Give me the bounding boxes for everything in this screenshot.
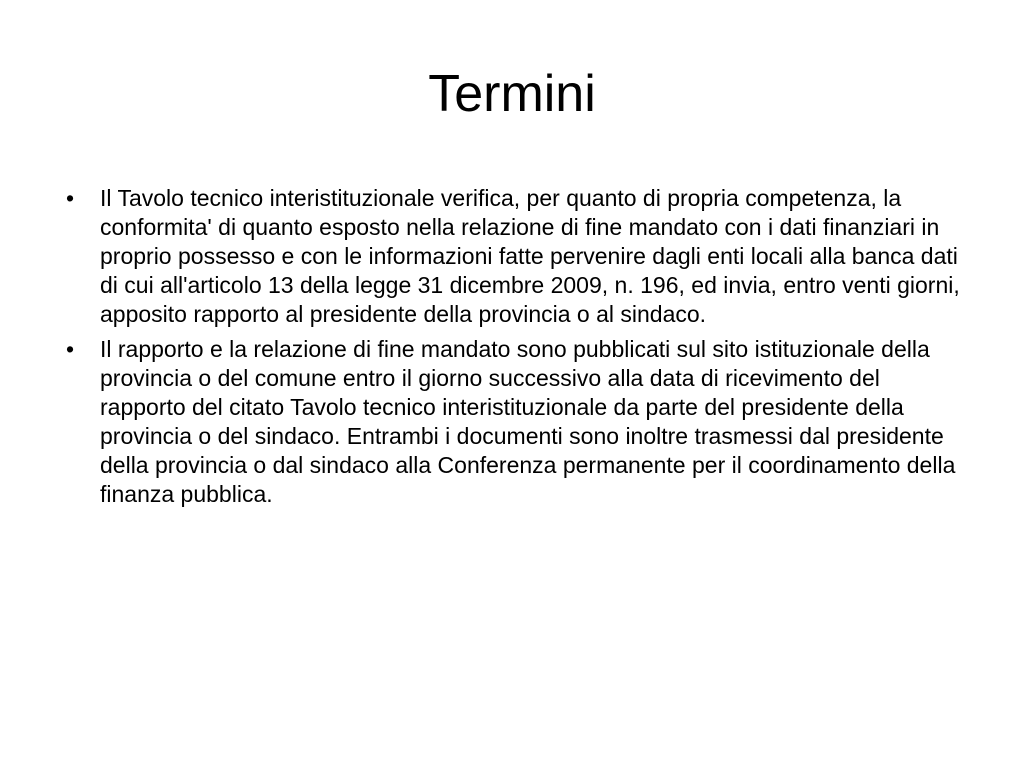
bullet-list xyxy=(60,184,970,515)
slide-title: Termini xyxy=(428,65,596,123)
bullet-text: Il Tavolo tecnico interistituzionale verifica, per quanto di propria competenza, la conformita' di quanto esposto nella relazione di fine mandato con i dati finanziari in proprio possesso e con le informazioni fatte pervenire dagli enti locali alla banca dati di cui all'articolo 13 della legge 31 dicembre 2009, n. 196, ed invia, entro venti giorni, apposito rapporto al presidente della provincia o al sindaco. xyxy=(100,185,960,327)
bullet-item xyxy=(60,184,970,329)
bullet-item xyxy=(60,335,970,509)
bullet-icon: • xyxy=(65,185,75,211)
bullet-text: Il rapporto e la relazione di fine mandato sono pubblicati sul sito istituzionale della provincia o del comune entro il giorno successivo alla data di ricevimento del rapporto del citato Tavolo tecnico interistituzionale da parte del presidente della provincia o del sindaco. Entrambi i documenti sono inoltre trasmessi dal presidente della provincia o dal sindaco alla Conferenza permanente per il coordinamento della finanza pubblica. xyxy=(100,336,956,507)
bullet-icon: • xyxy=(65,336,75,362)
